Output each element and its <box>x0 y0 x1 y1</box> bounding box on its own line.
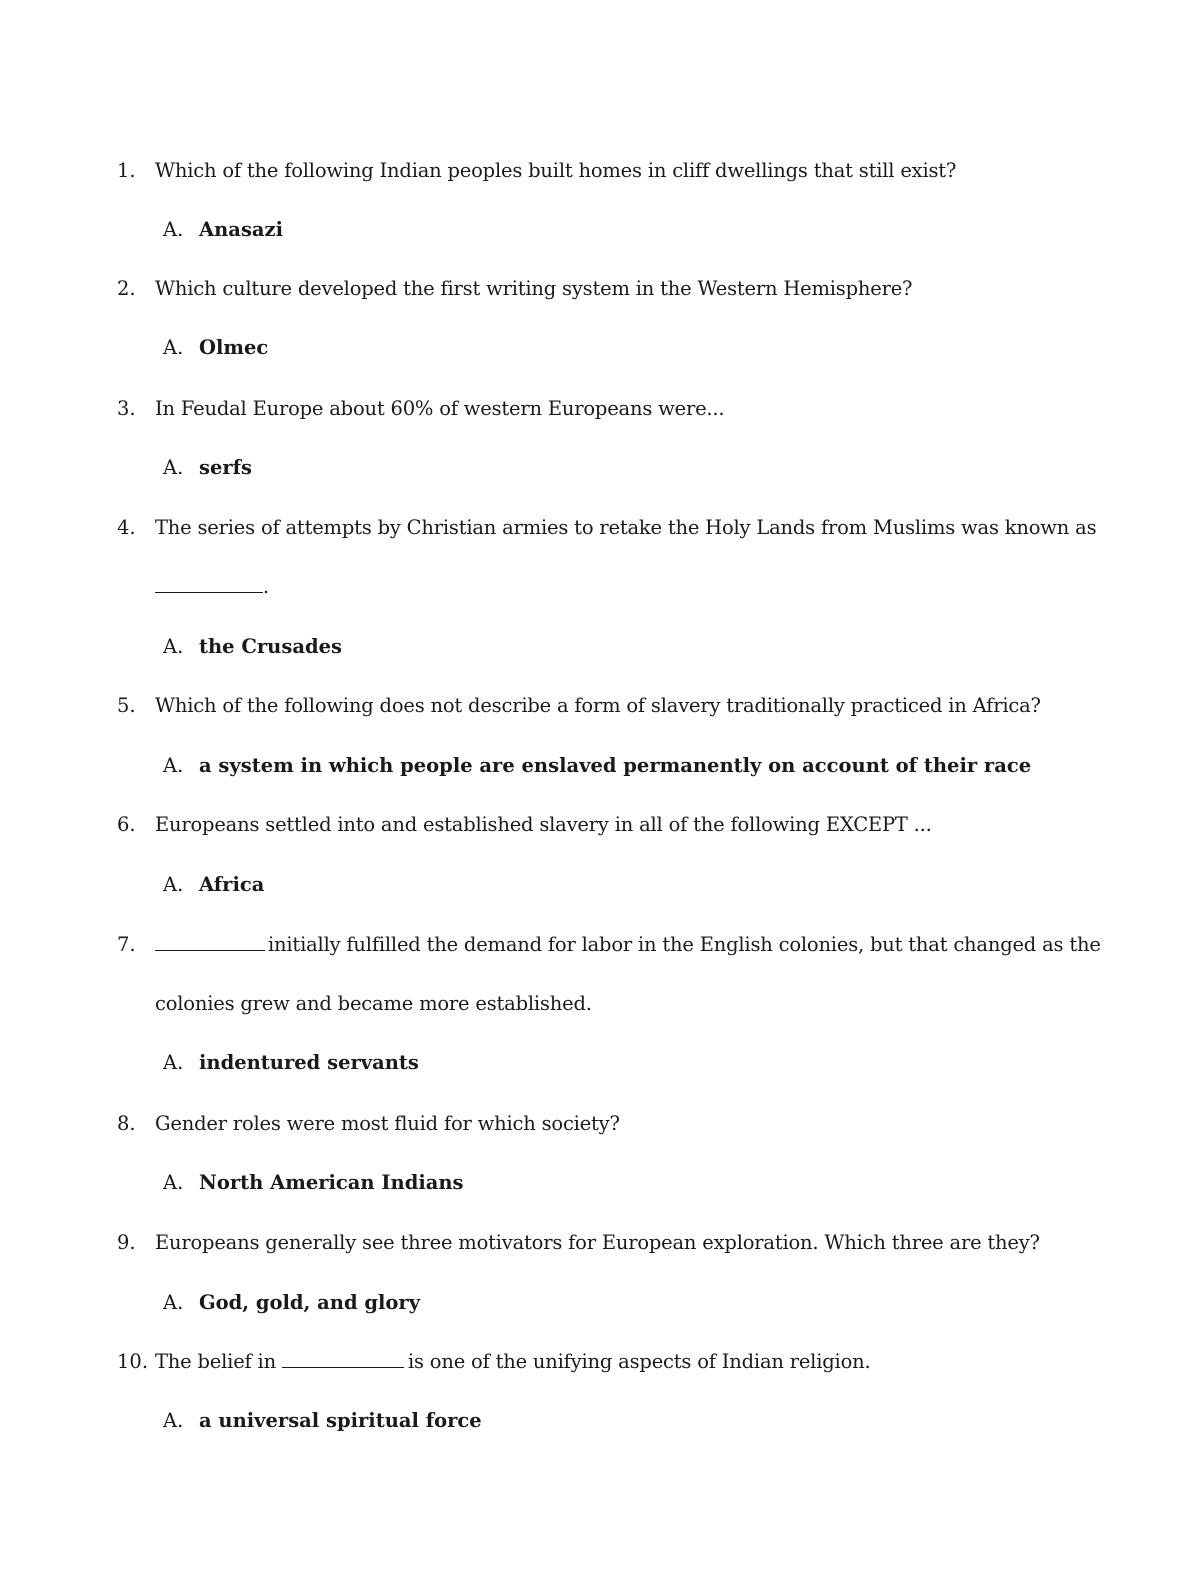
answer-letter: A. <box>163 456 184 479</box>
answer-text: indentured servants <box>199 1051 419 1074</box>
answer <box>163 634 342 660</box>
answer <box>163 335 268 361</box>
answer-text: Africa <box>199 873 265 896</box>
answer-letter: A. <box>163 336 184 359</box>
question-text: In Feudal Europe about 60% of western Europeans were... <box>155 397 725 420</box>
answer-letter: A. <box>163 1051 184 1074</box>
question-number: 7. <box>117 933 136 956</box>
fill-in-blank <box>155 932 265 951</box>
question-text: The series of attempts by Christian armies to retake the Holy Lands from Muslims was known as <box>155 516 1097 539</box>
answer-text: God, gold, and glory <box>199 1291 421 1314</box>
question-number: 8. <box>117 1112 136 1135</box>
question-number: 2. <box>117 277 136 300</box>
question-text: is one of the unifying aspects of Indian religion. <box>407 1350 871 1373</box>
answer-text: a system in which people are enslaved permanently on account of their race <box>199 754 1032 777</box>
question-text-line <box>155 1349 870 1375</box>
question-text-continuation: colonies grew and became more established. <box>155 992 592 1015</box>
question-number: 9. <box>117 1231 136 1254</box>
fill-in-blank <box>155 574 263 593</box>
answer-letter: A. <box>163 754 184 777</box>
question-text-line <box>155 932 1101 958</box>
answer-text: Anasazi <box>199 218 284 241</box>
answer <box>163 1170 464 1196</box>
question-text: Which of the following does not describe a form of slavery traditionally practiced in Africa? <box>155 694 1041 717</box>
answer-letter: A. <box>163 1171 184 1194</box>
answer <box>163 1408 482 1434</box>
question-text: Europeans settled into and established slavery in all of the following EXCEPT ... <box>155 813 932 836</box>
question-text: Gender roles were most fluid for which society? <box>155 1112 620 1135</box>
answer-letter: A. <box>163 1291 184 1314</box>
answer <box>163 455 252 481</box>
answer-text: serfs <box>199 456 253 479</box>
answer <box>163 872 264 898</box>
question-text-before: The belief in <box>155 1350 276 1373</box>
answer-text: North American Indians <box>199 1171 464 1194</box>
question-text: Which of the following Indian peoples built homes in cliff dwellings that still exist? <box>155 159 957 182</box>
question-text-continuation: . <box>155 574 269 600</box>
question-text: Europeans generally see three motivators for European exploration. Which three are they? <box>155 1231 1040 1254</box>
answer-letter: A. <box>163 635 184 658</box>
question-number: 3. <box>117 397 136 420</box>
answer-text: Olmec <box>199 336 269 359</box>
question-text: Which culture developed the first writing system in the Western Hemisphere? <box>155 277 913 300</box>
answer <box>163 1290 420 1316</box>
answer-text: a universal spiritual force <box>199 1409 482 1432</box>
answer <box>163 753 1031 779</box>
answer-letter: A. <box>163 218 184 241</box>
question-number: 10. <box>117 1350 149 1373</box>
question-number: 1. <box>117 159 136 182</box>
answer-text: the Crusades <box>199 635 342 658</box>
answer-letter: A. <box>163 1409 184 1432</box>
question-number: 6. <box>117 813 136 836</box>
answer-letter: A. <box>163 873 184 896</box>
question-number: 5. <box>117 694 136 717</box>
answer <box>163 1050 419 1076</box>
question-text: initially fulfilled the demand for labor in the English colonies, but that changed as the <box>268 933 1101 956</box>
question-number: 4. <box>117 516 136 539</box>
answer <box>163 217 283 243</box>
fill-in-blank <box>282 1349 404 1368</box>
